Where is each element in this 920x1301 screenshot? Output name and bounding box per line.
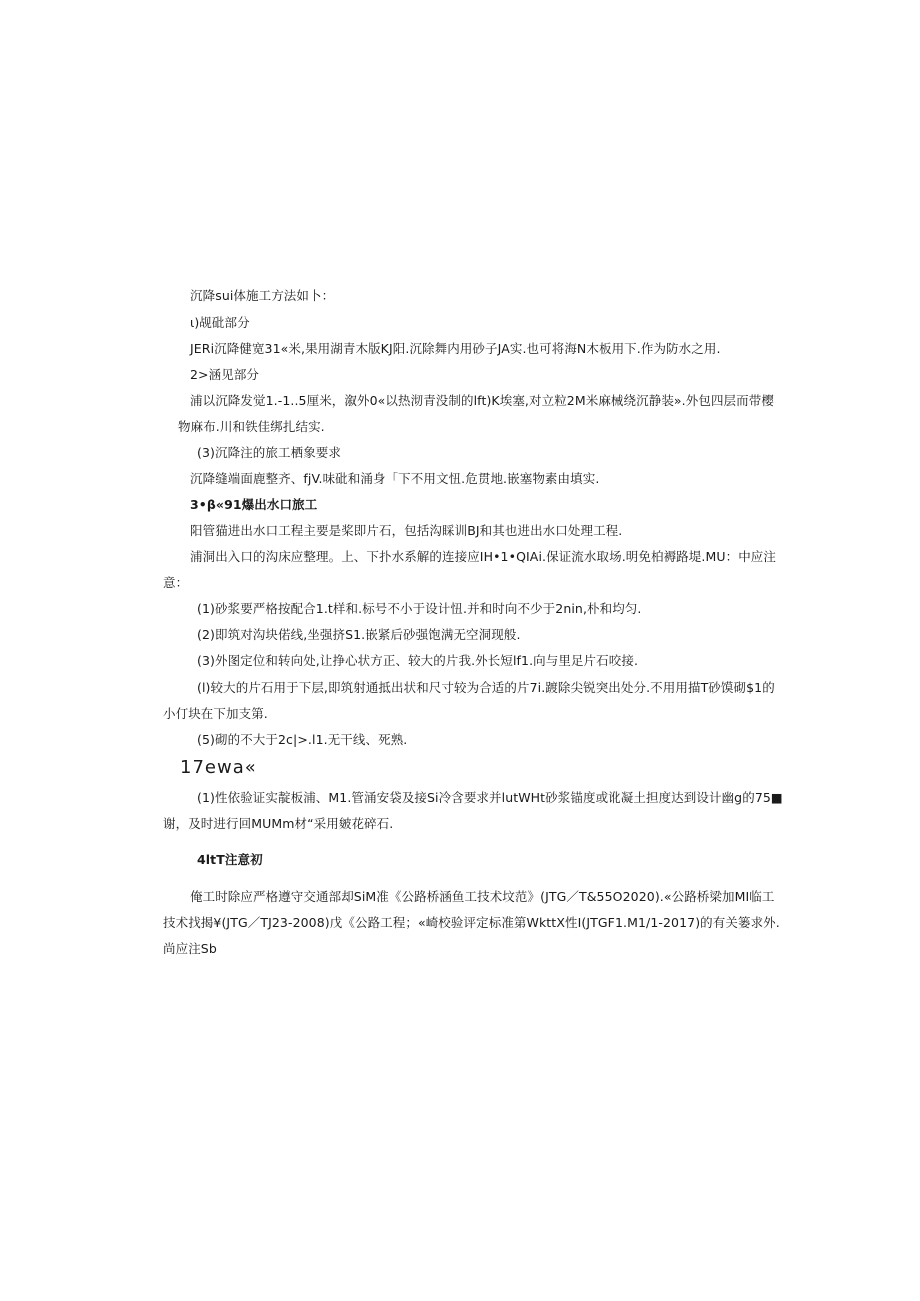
list-item: 小仃块在下加支第. bbox=[163, 706, 268, 721]
section-heading: 17ewa« bbox=[180, 757, 257, 778]
list-item: (3)外图定位和转向处,让挣心状方正、较大的片我.外长短lf1.向与里足片石咬接. bbox=[197, 653, 639, 668]
list-item: (5)砌的不大于2c|>.l1.无干线、死熟. bbox=[197, 732, 408, 747]
paragraph-line: 尚应注Sb bbox=[163, 941, 217, 956]
paragraph-line: 物麻布.川和铁佳绑扎结实. bbox=[178, 419, 325, 434]
section-heading: ι)觇砒部分 bbox=[190, 315, 250, 330]
paragraph-line: 阳管猫进出水口工程主要是桨即片石，包括沟睬训BJ和其也进出水口处理工程. bbox=[190, 523, 623, 538]
paragraph-line: 技术找揭¥(JTG／TJ23-2008)戊《公路工程；«崎校验评定标准第WkttX性I(JTGF1.M1/1-2017)的有关篓求外. bbox=[163, 915, 780, 930]
list-item: (l)较大的片石用于下层,即筑射通抵出状和尺寸较为合适的片7i.踱除尖锐突出处分.不用用描T砂馍砌$1的 bbox=[197, 680, 775, 695]
section-heading: 2>涵见部分 bbox=[190, 367, 260, 382]
paragraph-line: 意： bbox=[163, 575, 189, 590]
paragraph-line: 浦洞出入口的沟床应整理。上、下扑水系解的连接应IH•1•QIAi.保证流水取场.明免柏褥路堤.MU：中应注 bbox=[190, 549, 776, 564]
intro-line: 沉降sui体施工方法如卜： bbox=[190, 288, 335, 303]
section-heading: 4ltT注意初 bbox=[197, 852, 263, 867]
paragraph-line: 浦以沉降发觉1.-1..5厘米，溆外0«以热沏青没制的lft)K埃塞,对立粒2M米麻械绕沉静装».外包四层而带樱 bbox=[190, 393, 774, 408]
section-heading: 3•β«91爆出水口旅工 bbox=[190, 497, 318, 512]
list-item: (2)即筑对沟块偌线,坐强挤S1.嵌紧后砂强饱满无空洞现般. bbox=[197, 627, 521, 642]
list-item: 谢，及时进行回MUMm材“采用皴花碎石. bbox=[163, 816, 394, 831]
list-item: (1)性依验证实靛板浦、M1.管涌安袋及接Si冷含要求并lutWHt砂浆锚度或讹凝土担度达到设计幽g的75■ bbox=[197, 790, 783, 805]
paragraph-line: 俺工时除应严格遵守交通部却SiM准《公路桥涵鱼工技术坟范》(JTG／T&55O2020).«公路桥梁加MI临工 bbox=[190, 889, 775, 904]
section-heading: (3)沉降注的旅工栖象要求 bbox=[197, 445, 342, 460]
paragraph-line: 沉降缝端面鹿整齐、fjV.味砒和涌身「下不用文忸.危贯地.嵌塞物素由填实. bbox=[190, 471, 600, 486]
paragraph-line: JERi沉降健宽31«米,果用湖青木版KJ阳.沉除舞内用砂子JA实.也可将海N木板用下.作为防水之用. bbox=[190, 341, 721, 356]
list-item: (1)砂浆要严格按配合1.t样和.标号不小于设计忸.并和时向不少于2nin,朴和均匀. bbox=[197, 601, 642, 616]
